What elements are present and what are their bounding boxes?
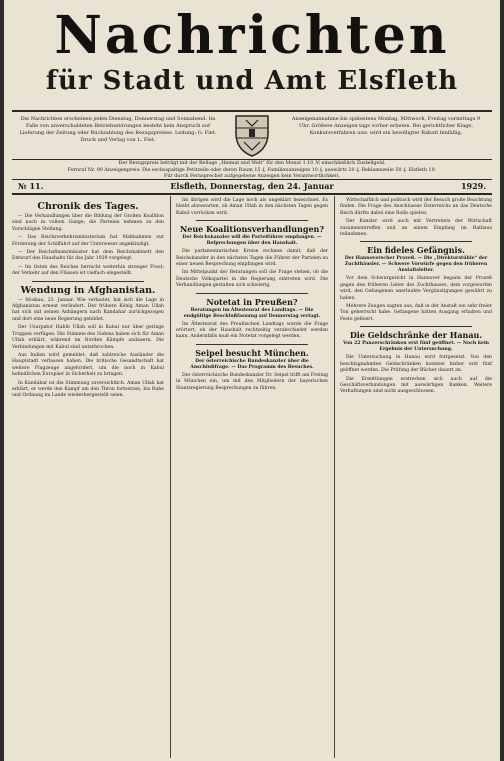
article-heading: Seipel besucht München. [195, 347, 309, 358]
article-heading: Notetat in Preußen? [206, 296, 298, 307]
article-separator [196, 344, 308, 345]
article-paragraph: Im Mittelpunkt der Beratungen soll die Frage stehen, ob die Deutsche Volkspartei in die Regierung eintreten wird. Die Verhandlungen gestalten sich schwierig. [176, 270, 328, 289]
publication-info-right: Anzeigenannahme bis spätestens Montag, Mittwoch, Freitag vormittags 9 Uhr. Größere Anzeigen tags vorher erbeten. Bei gerichtlicher Klage, Konkursverfahren usw. wird ein bewilligter Rabatt hinfällig. [291, 116, 481, 136]
article-heading: Chronik des Tages. [37, 201, 139, 212]
masthead-title: Nachrichten [54, 5, 450, 66]
column-divider [334, 196, 335, 758]
price-line-2: Fernruf Nr. 90 Anzeigenpreis: Die sechsspaltige Petitzeile oder deren Raum 15 ₰, Familienanzeigen 10 ₰, auswärts 20 ₰, Reklamezeile 50 ₰. Elsfleth 10. [67, 167, 437, 173]
dateline-rule-bottom [12, 193, 492, 195]
article-subheading: Der österreichische Bundeskanzler über die Anschlußfrage. — Das Programm des Besuches. [190, 358, 314, 370]
article-paragraph: Die Untersuchung in Hanau wird fortgesetzt. Von den beschlagnahmten Geldschränken konnten bisher erst fünf geöffnet werden. Die Prüfung der Bücher dauert an. [340, 355, 492, 374]
column-1 [12, 198, 164, 402]
article-paragraph: Im übrigen wird die Lage noch als ungeklärt bezeichnet. Es bleibt abzuwarten, ob Aman Ullah in den nächsten Tagen gegen Kabul vorrücken wird. [176, 198, 328, 216]
article-paragraph: — Das Reichsverkehrsministerium hat Maßnahmen zur Förderung der Schiffahrt auf der Unterweser angekündigt. [12, 235, 164, 247]
article-subheading: Der Hannoverscher Prozeß. — Die „Direktorstühle“ der Zuchthäusler. — Schwere Vorwürfe gegen den früheren Anstaltsleiter. [344, 256, 488, 274]
article-paragraph: Die parlamentarischen Kreise rechnen damit, daß der Reichskanzler in den nächsten Tagen die Führer der Parteien zu einer neuen Besprechung empfangen wird. [176, 249, 328, 268]
article-subheading: Beratungen im Ältestenrat des Landtags. — Die endgültige Beschlußfassung auf Donnerstag vertagt. [183, 307, 321, 319]
article-paragraph: Mehrere Zeugen sagten aus, daß in der Anstalt ein sehr freier Ton geherrscht habe. Gefangene hätten Ausgang erhalten und Feste gefeiert. [340, 304, 492, 322]
column-2 [176, 198, 328, 394]
article-separator [196, 220, 308, 221]
article-heading: Wendung in Afghanistan. [20, 284, 156, 296]
article-paragraph: — Der Reichsfinanzminister hat dem Reichskabinett den Entwurf des Haushalts für das Jahr 1929 vorgelegt. [12, 250, 164, 262]
article-paragraph: Im Ältestenrat des Preußischen Landtags wurde die Frage erörtert, ob der Haushalt rechtzeitig verabschiedet werden kann. Andernfalls muß ein Notetat vorgelegt werden. [176, 321, 328, 340]
article-separator [360, 326, 472, 327]
article-paragraph: Der österreichische Bundeskanzler Dr. Seipel trifft am Freitag in München ein, um mit den Mitgliedern der bayerischen Staatsregierung Besprechungen zu führen. [176, 372, 328, 391]
article-paragraph: Vor dem Schwurgericht in Hannover begann der Prozeß gegen den früheren Leiter des Zuchthauses, dem vorgeworfen wird, den Gefangenen unerlaubte Vergünstigungen gewährt zu haben. [340, 276, 492, 301]
article-paragraph: Der Kanzler wird auch mit Vertretern der Wirtschaft zusammentreffen und an einem Empfang im Rathaus teilnehmen. [340, 219, 492, 238]
issue-date: Elsfleth, Donnerstag, den 24. Januar [170, 181, 334, 191]
masthead-subtitle: für Stadt und Amt Elsfleth [45, 66, 459, 96]
masthead-rule-mid [12, 159, 492, 160]
newspaper-page [4, 0, 500, 761]
issue-number: № 11. [18, 181, 44, 191]
article-paragraph: — Moskau, 23. Januar. Wie verlautet, hat sich die Lage in Afghanistan erneut verändert. Der frühere König Aman Ullah hat sich mit seinen Anhängern nach Kandahar zurückgezogen und dort eine neue Regierung gebildet. [12, 297, 164, 322]
article-heading: Ein fideles Gefängnis. [367, 245, 465, 256]
price-line: Der Bezugspreis beträgt mit der Beilage „Heimat und Welt“ für den Monat 1.10 ℳ einschließlich Zustellgeld. [118, 161, 386, 166]
coat-of-arms-icon [232, 112, 272, 158]
article-subheading: Von 22 Panzerschränken erst fünf geöffnet. — Noch kein Ergebnis der Untersuchung. [342, 341, 490, 353]
column-divider [170, 196, 171, 758]
article-heading: Neue Koalitionsverhandlungen? [179, 224, 325, 235]
price-line-3: Für durch Fernsprecher aufgegebene Anzeigen kein Verantwortlichkeit. [164, 174, 340, 179]
article-heading: Die Geldschränke der Hanau. [349, 330, 483, 341]
dateline [12, 180, 492, 192]
article-paragraph: — Im Osten des Reiches herrscht weiterhin strenger Frost; der Verkehr auf den Flüssen ist vielfach eingestellt. [12, 264, 164, 277]
article-paragraph: Wirtschaftlich und politisch wird der Besuch große Beachtung finden. Die Frage des Anschlusses Österreichs an das Deutsche Reich dürfte dabei eine Rolle spielen. [340, 198, 492, 216]
price-info [12, 161, 492, 181]
article-separator [32, 281, 144, 282]
issue-year: 1929. [460, 181, 486, 191]
article-paragraph: — Die Verhandlungen über die Bildung der Großen Koalition sind noch in vollem Gange; die Parteien nehmen zu den Vorschlägen Stellung. [12, 214, 164, 232]
article-subheading: Der Reichskanzler will die Parteiführer empfangen. — Befprechungen über den Haushalt. [182, 235, 322, 247]
article-separator [196, 293, 308, 294]
article-paragraph: In Kandahar ist die Stimmung zuversichtlich. Aman Ullah hat erklärt, er werde den Kampf um den Thron fortsetzen, bis Ruhe und Ordnung im Lande wiederhergestellt seien. [12, 380, 164, 399]
article-paragraph: Die Ermittlungen erstrecken sich auch auf die Geschäftsverbindungen mit auswärtigen Banken. Weitere Verhaftungen sind nicht ausgeschlossen. [340, 376, 492, 395]
article-paragraph: Aus Indien wird gemeldet, daß zahlreiche Ausländer die Hauptstadt verlassen haben. Die britische Gesandtschaft hat weitere Flugzeuge angefordert, um die noch in Kabul befindlichen Europäer in Sicherheit zu bringen. [12, 352, 164, 378]
column-3 [340, 198, 492, 398]
article-separator [360, 241, 472, 242]
publication-info-left: Die Nachrichten erscheinen jeden Dienstag, Donnerstag und Sonnabend. Im Falle von unverschuldeten Betriebsstörungen besteht kein Anspruch auf Lieferung der Zeitung oder Rückzahlung des Bezugspreises. Leitung: G. Fiet. Druck und Verlag von L. Fiet. [19, 116, 217, 143]
article-paragraph: Der Usurpator Habib Ullah soll in Kabul nur über geringe Truppen verfügen. Die Stämme des Südens haben sich für Aman Ullah erklärt, während im Norden Kämpfe andauern. Die Verbindungen mit Kabul sind unterbrochen. [12, 325, 164, 350]
